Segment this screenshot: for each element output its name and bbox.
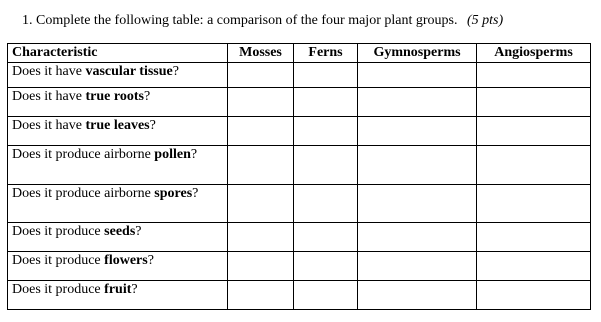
answer-cell-mosses[interactable] [228,281,294,310]
answer-cell-angiosperms[interactable] [477,117,591,146]
table-row [8,252,591,281]
row-keyword: seeds [104,224,136,239]
row-suffix: ? [143,89,151,104]
row-prefix: Does it produce [12,224,105,239]
header-mosses: Mosses [228,44,294,63]
answer-cell-gymnosperms[interactable] [358,88,477,117]
answer-cell-gymnosperms[interactable] [358,117,477,146]
table-row [8,146,591,185]
table-row [8,88,591,117]
table-row [8,63,591,88]
row-suffix: ? [147,253,154,268]
row-prefix: Does it produce [12,282,105,297]
answer-cell-mosses[interactable] [228,223,294,252]
header-angiosperms: Angiosperms [477,44,591,63]
row-keyword: flowers [104,253,148,268]
row-suffix: ? [192,186,199,201]
row-prefix: Does it have [12,64,86,79]
row-suffix: ? [135,224,142,239]
row-keyword: spores [154,186,193,201]
answer-cell-mosses[interactable] [228,252,294,281]
characteristic-cell [8,252,228,281]
row-prefix: Does it produce [12,253,105,268]
answer-cell-gymnosperms[interactable] [358,146,477,185]
answer-cell-mosses[interactable] [228,63,294,88]
question-points: (5 pts) [466,13,504,28]
row-suffix: ? [172,64,179,79]
characteristic-cell [8,63,228,88]
row-suffix: ? [131,282,138,297]
row-keyword: true roots [85,89,144,104]
header-characteristic: Characteristic [8,44,228,63]
header-ferns: Ferns [294,44,358,63]
table-row [8,185,591,223]
answer-cell-gymnosperms[interactable] [358,63,477,88]
answer-cell-gymnosperms[interactable] [358,281,477,310]
row-keyword: pollen [154,147,191,162]
plant-comparison-table [7,43,591,310]
answer-cell-mosses[interactable] [228,88,294,117]
answer-cell-ferns[interactable] [294,223,358,252]
answer-cell-mosses[interactable] [228,146,294,185]
characteristic-cell [8,117,228,146]
question-text: Complete the following table: a comparison of the four major plant groups. [36,13,458,28]
table-header-row [8,44,591,63]
answer-cell-ferns[interactable] [294,185,358,223]
row-keyword: true leaves [85,118,150,133]
header-gymnosperms: Gymnosperms [358,44,477,63]
answer-cell-angiosperms[interactable] [477,146,591,185]
row-prefix: Does it produce airborne [12,186,155,201]
answer-cell-ferns[interactable] [294,281,358,310]
question-heading [22,12,503,30]
table-row [8,117,591,146]
row-keyword: vascular tissue [85,64,173,79]
answer-cell-angiosperms[interactable] [477,88,591,117]
answer-cell-ferns[interactable] [294,117,358,146]
answer-cell-angiosperms[interactable] [477,185,591,223]
table-row [8,223,591,252]
table-row [8,281,591,310]
answer-cell-ferns[interactable] [294,252,358,281]
answer-cell-angiosperms[interactable] [477,223,591,252]
row-suffix: ? [149,118,156,133]
answer-cell-ferns[interactable] [294,63,358,88]
row-prefix: Does it have [12,118,86,133]
answer-cell-ferns[interactable] [294,88,358,117]
answer-cell-ferns[interactable] [294,146,358,185]
answer-cell-mosses[interactable] [228,185,294,223]
characteristic-cell [8,88,228,117]
answer-cell-angiosperms[interactable] [477,281,591,310]
answer-cell-gymnosperms[interactable] [358,185,477,223]
characteristic-cell [8,146,228,185]
answer-cell-gymnosperms[interactable] [358,252,477,281]
question-number: 1. [22,13,33,28]
row-prefix: Does it have [12,89,86,104]
characteristic-cell [8,223,228,252]
row-suffix: ? [190,147,198,162]
answer-cell-mosses[interactable] [228,117,294,146]
answer-cell-angiosperms[interactable] [477,63,591,88]
row-prefix: Does it produce airborne [12,147,155,162]
row-keyword: fruit [104,282,132,297]
characteristic-cell [8,281,228,310]
characteristic-cell [8,185,228,223]
answer-cell-angiosperms[interactable] [477,252,591,281]
answer-cell-gymnosperms[interactable] [358,223,477,252]
